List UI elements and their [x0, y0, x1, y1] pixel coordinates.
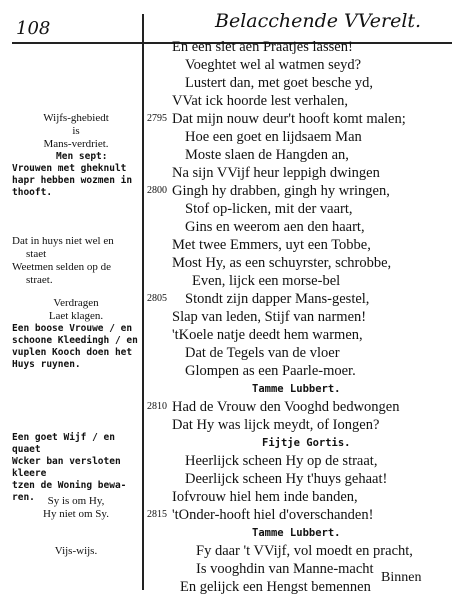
margin-note-line: Men sept: [56, 151, 108, 162]
margin-note-line: Wcker ban versloten kleere [12, 456, 121, 479]
speaker-heading: Tamme Lubbert. [252, 383, 341, 395]
running-head: Belacchende VVerelt. [215, 10, 422, 32]
verse-line: Lustert dan, met goet besche yd, [185, 75, 374, 91]
verse-line: Moste slaen de Hangden an, [185, 147, 349, 163]
speaker-heading: Tamme Lubbert. [252, 527, 341, 539]
verse-line: Voeghtet wel al watmen seyd? [185, 57, 362, 73]
margin-note-line: tzen de Woning bewa- [12, 480, 127, 491]
margin-note [12, 495, 140, 521]
margin-note [12, 432, 140, 504]
margin-note-line: straet. [26, 274, 53, 286]
margin-note [12, 235, 140, 287]
verse-line: En een slet aen Praatjes lassen! [172, 39, 353, 55]
margin-note-line: ren. [12, 492, 35, 503]
verse-line: Hoe een goet en lijdsaem Man [185, 129, 362, 145]
margin-note-line: vuplen Kooch doen het [12, 347, 133, 358]
page-number: 108 [16, 18, 51, 39]
margin-note-line: Mans-verdriet. [43, 138, 109, 150]
margin-rule [142, 14, 144, 590]
margin-note-line: Verdragen [53, 297, 99, 309]
margin-note [12, 545, 140, 558]
verse-line: Dat Hy was lijck meydt, of Iongen? [172, 417, 380, 433]
speaker-heading: Fijtje Gortis. [262, 437, 351, 449]
verse-line: Dat de Tegels van de vloer [185, 345, 340, 361]
verse-line: Even, lijck een morse-bel [192, 273, 341, 289]
margin-note [12, 297, 140, 371]
verse-line: Stondt zijn dapper Mans-gestel, [185, 291, 370, 307]
verse-line: Gins en weerom aen den haart, [185, 219, 365, 235]
verse-line: Deerlijck scheen Hy t'huys gehaat! [185, 471, 388, 487]
catchword: Binnen [381, 570, 422, 585]
margin-note-line: Weetmen selden op de [12, 261, 111, 273]
margin-note-line: Wijfs-ghebiedt [43, 112, 109, 124]
margin-note-line: Huys ruynen. [12, 359, 81, 370]
margin-note-line: Dat in huys niet wel en [12, 235, 114, 247]
verse-line: VVat ick hoorde lest verhalen, [172, 93, 348, 109]
line-number: 2795 [147, 113, 167, 124]
verse-line: Iofvrouw hiel hem inde banden, [172, 489, 358, 505]
verse-line: 'tKoele natje deedt hem warmen, [172, 327, 363, 343]
verse-line: En gelijck een Hengst bemennen [180, 579, 371, 595]
margin-note-line: Sy is om Hy, [47, 495, 105, 507]
line-number: 2810 [147, 401, 167, 412]
margin-note-line: Vijs-wijs. [54, 545, 98, 557]
verse-line: Slap van leden, Stijf van narmen! [172, 309, 367, 325]
verse-line: Is vooghdin van Manne-macht [196, 561, 374, 577]
margin-note-line: staet [26, 248, 47, 260]
verse-line: Most Hy, as een schuyrster, schrobbe, [172, 255, 392, 271]
margin-note-line: Een boose Vrouwe / en [12, 323, 133, 334]
verse-line: Stof op-licken, mit der vaart, [185, 201, 353, 217]
margin-note-line: is [72, 125, 80, 137]
verse-line: Heerlijck scheen Hy op de straat, [185, 453, 378, 469]
line-number: 2805 [147, 293, 167, 304]
verse-line: Glompen as een Paarle-moer. [185, 363, 356, 379]
verse-line: Gingh hy drabben, gingh hy wringen, [172, 183, 390, 199]
verse-line: Fy daar 't VVijf, vol moedt en pracht, [196, 543, 413, 559]
margin-note-line: Vrouwen met gheknult [12, 163, 127, 174]
margin-note-line: schoone Kleedingh / en [12, 335, 138, 346]
margin-note-line: Een goet Wijf / en quaet [12, 432, 115, 455]
margin-note-line: Laet klagen. [48, 310, 104, 322]
verse-line: Dat mijn nouw deur't hooft komt malen; [172, 111, 406, 127]
verse-line: Na sijn VVijf heur leppigh dwingen [172, 165, 380, 181]
verse-line: 'tOnder-hooft hiel d'overschanden! [172, 507, 374, 523]
verse-line: Met twee Emmers, uyt een Tobbe, [172, 237, 371, 253]
line-number: 2800 [147, 185, 167, 196]
margin-note [12, 112, 140, 199]
margin-note-line: Hy niet om Sy. [43, 508, 109, 520]
verse-line: Had de Vrouw den Vooghd bedwongen [172, 399, 400, 415]
margin-note-line: thooft. [12, 187, 53, 198]
line-number: 2815 [147, 509, 167, 520]
margin-note-line: hapr hebben wozmen in [12, 175, 133, 186]
